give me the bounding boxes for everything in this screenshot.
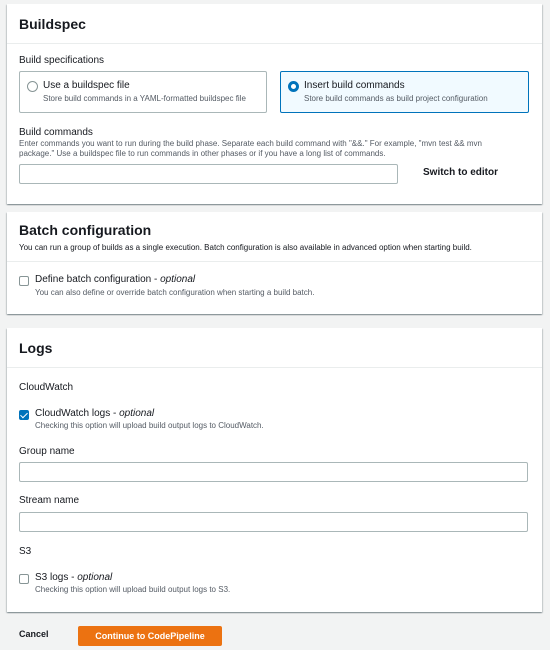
define-batch-configuration-label[interactable] [35, 274, 195, 285]
s3-heading: S3 [19, 546, 32, 557]
group-name-input[interactable] [19, 462, 528, 482]
continue-to-codepipeline-button[interactable]: Continue to CodePipeline [78, 626, 222, 646]
s3-logs-checkbox[interactable] [19, 574, 29, 584]
insert-build-commands-tile[interactable] [280, 71, 529, 113]
use-buildspec-file-radio[interactable] [27, 81, 38, 92]
logs-header [7, 328, 542, 368]
insert-build-commands-desc: Store build commands as build project configuration [304, 94, 488, 103]
define-batch-configuration-checkbox[interactable] [19, 276, 29, 286]
use-buildspec-file-desc: Store build commands in a YAML-formatted buildspec file [43, 94, 246, 103]
insert-build-commands-title: Insert build commands [304, 80, 405, 91]
cloudwatch-logs-checkbox[interactable] [19, 410, 29, 420]
build-commands-input[interactable] [19, 164, 398, 184]
s3-logs-optional: optional [77, 572, 113, 583]
cancel-button[interactable]: Cancel [19, 629, 49, 639]
cloudwatch-heading: CloudWatch [19, 382, 74, 393]
cloudwatch-logs-text: CloudWatch logs - [35, 408, 120, 419]
cloudwatch-logs-label[interactable] [35, 408, 154, 419]
define-batch-configuration-text: Define batch configuration - [35, 274, 161, 285]
batch-configuration-desc: You can run a group of builds as a single execution. Batch configuration is also available in advanced option when starting build. [19, 242, 472, 252]
cloudwatch-logs-desc: Checking this option will upload build output logs to CloudWatch. [35, 421, 264, 430]
cloudwatch-logs-optional: optional [119, 408, 155, 419]
logs-panel [7, 328, 542, 612]
buildspec-header [7, 4, 542, 44]
define-batch-configuration-desc: You can also define or override batch configuration when starting a build batch. [35, 288, 315, 297]
stream-name-input[interactable] [19, 512, 528, 532]
build-commands-label: Build commands [19, 127, 93, 138]
buildspec-title: Buildspec [19, 15, 86, 32]
build-specifications-label: Build specifications [19, 55, 105, 66]
buildspec-panel [7, 4, 542, 204]
batch-configuration-title: Batch configuration [19, 221, 152, 238]
stream-name-label: Stream name [19, 495, 80, 506]
switch-to-editor-button[interactable]: Switch to editor [423, 167, 498, 178]
insert-build-commands-radio[interactable] [288, 81, 299, 92]
define-batch-configuration-optional: optional [160, 274, 196, 285]
logs-title: Logs [19, 339, 53, 356]
use-buildspec-file-tile[interactable] [19, 71, 267, 113]
use-buildspec-file-title: Use a buildspec file [43, 80, 130, 91]
group-name-label: Group name [19, 446, 75, 457]
batch-configuration-panel [7, 212, 542, 314]
build-commands-desc: Enter commands you want to run during the build phase. Separate each build command with "&&." For example, "mvn test && mvn package." Use a buildspec file to run commands in other phases or if you have a long list of commands. [19, 139, 482, 158]
batch-configuration-header [7, 212, 542, 262]
s3-logs-label[interactable] [35, 572, 112, 583]
s3-logs-desc: Checking this option will upload build output logs to S3. [35, 585, 231, 594]
s3-logs-text: S3 logs - [35, 572, 78, 583]
